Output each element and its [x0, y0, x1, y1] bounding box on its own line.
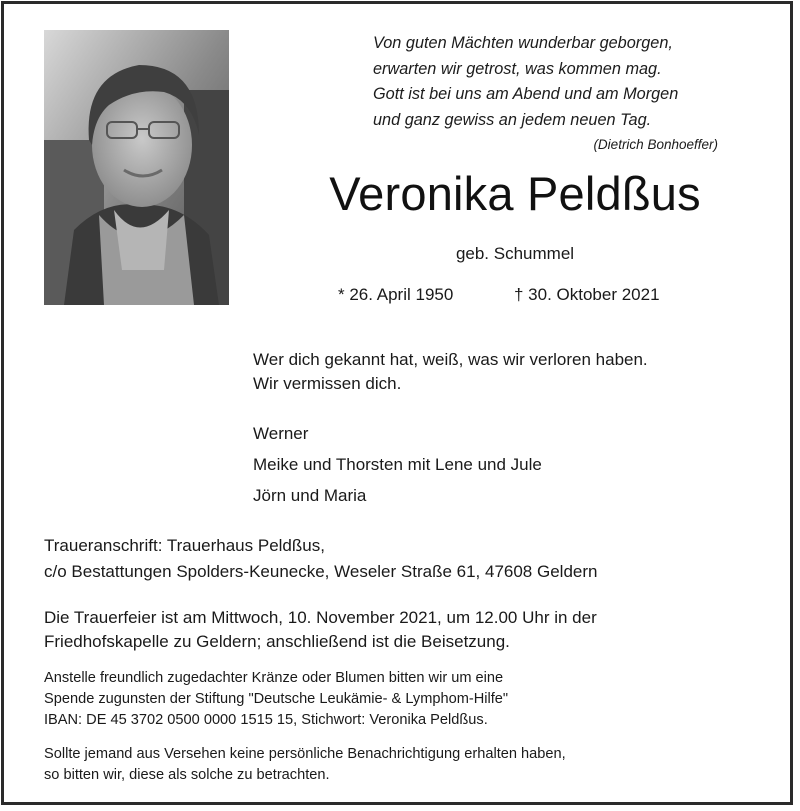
portrait-photo: [44, 30, 229, 305]
family-names: [253, 418, 773, 511]
service-line: Die Trauerfeier ist am Mittwoch, 10. November 2021, um 12.00 Uhr in der: [44, 608, 597, 627]
mourning-address: [44, 533, 764, 585]
poem-line: Von guten Mächten wunderbar geborgen,: [373, 34, 673, 52]
funeral-service-info: [44, 606, 764, 654]
service-line: Friedhofskapelle zu Geldern; anschließend ist die Beisetzung.: [44, 632, 510, 651]
donation-line: IBAN: DE 45 3702 0500 0000 1515 15, Stichwort: Veronika Peldßus.: [44, 712, 488, 728]
quote-line: Wer dich gekannt hat, weiß, was wir verloren haben.: [253, 350, 648, 369]
poem: [373, 31, 718, 156]
poem-author: (Dietrich Bonhoeffer): [593, 137, 718, 152]
portrait-image: [44, 30, 229, 305]
family-line: Werner: [253, 424, 309, 443]
donation-request: [44, 668, 764, 731]
quote-line: Wir vermissen dich.: [253, 374, 402, 393]
family-line: Jörn und Maria: [253, 486, 367, 505]
notification-notice: [44, 744, 764, 786]
notice-line: so bitten wir, diese als solche zu betrachten.: [44, 767, 330, 783]
memorial-quote: [253, 348, 773, 396]
notice-line: Sollte jemand aus Versehen keine persönliche Benachrichtigung erhalten haben,: [44, 746, 566, 762]
poem-line: erwarten wir getrost, was kommen mag.: [373, 59, 662, 78]
maiden-name: geb. Schummel: [455, 244, 575, 263]
deceased-name: Veronika Peldßus: [329, 167, 701, 220]
poem-line: und ganz gewiss an jedem neuen Tag.: [373, 110, 652, 129]
family-line: Meike und Thorsten mit Lene und Jule: [253, 455, 542, 474]
poem-line: Gott ist bei uns am Abend und am Morgen: [373, 85, 679, 103]
birth-date: * 26. April 1950: [338, 285, 454, 304]
address-line: c/o Bestattungen Spolders-Keunecke, Weseler Straße 61, 47608 Geldern: [44, 562, 598, 581]
donation-line: Anstelle freundlich zugedachter Kränze oder Blumen bitten wir um eine: [44, 670, 504, 686]
address-line: Traueranschrift: Trauerhaus Peldßus,: [44, 536, 325, 555]
donation-line: Spende zugunsten der Stiftung "Deutsche Leukämie- & Lymphom-Hilfe": [44, 691, 509, 707]
death-date: † 30. Oktober 2021: [514, 285, 660, 304]
